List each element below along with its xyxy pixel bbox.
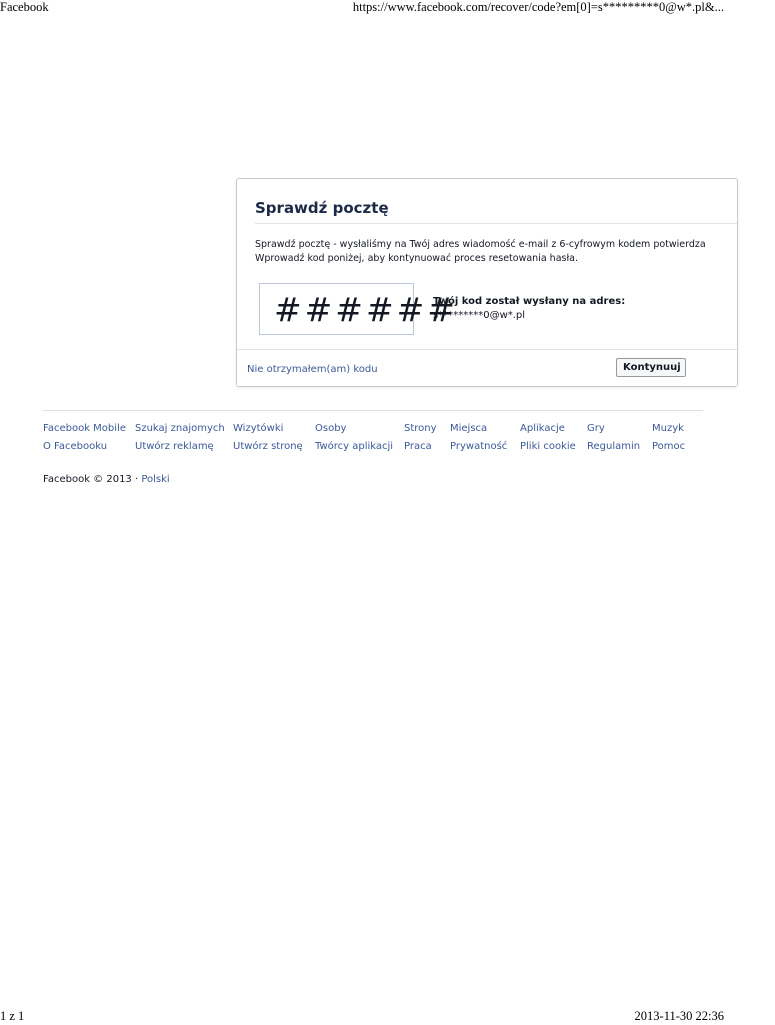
footer-link-people[interactable]: Osoby xyxy=(315,423,347,434)
footer-divider xyxy=(43,410,703,411)
footer-link-privacy[interactable]: Prywatność xyxy=(450,441,508,452)
card-footer-divider xyxy=(237,349,737,350)
footer-link-apps[interactable]: Aplikacje xyxy=(520,423,565,434)
footer-link-cookies[interactable]: Pliki cookie xyxy=(520,441,576,452)
footer-link-games[interactable]: Gry xyxy=(587,423,605,434)
print-page-url: https://www.facebook.com/recover/code?em[0]=s*********0@w*.pl&... xyxy=(352,0,724,14)
card-description xyxy=(255,238,775,266)
footer-link-badges[interactable]: Wizytówki xyxy=(233,423,284,434)
footer-link-developers[interactable]: Twórcy aplikacji xyxy=(315,441,394,452)
footer-link-pages[interactable]: Strony xyxy=(404,423,437,434)
description-line-2: Wprowadź kod poniżej, aby kontynuować proces resetowania hasła. xyxy=(255,253,578,264)
language-link[interactable]: Polski xyxy=(141,474,170,485)
code-sent-email: s*********0@w*.pl xyxy=(433,310,526,321)
code-sent-label: Twój kod został wysłany na adres: xyxy=(433,296,626,307)
code-input[interactable] xyxy=(259,283,458,335)
footer-link-terms[interactable]: Regulamin xyxy=(587,441,641,452)
footer-link-music[interactable]: Muzyk xyxy=(652,423,684,434)
card-footer xyxy=(237,349,737,386)
recover-code-card xyxy=(236,178,738,387)
card-title: Sprawdź pocztę xyxy=(255,199,389,217)
footer-link-create-ad[interactable]: Utwórz reklamę xyxy=(135,441,214,452)
no-code-link[interactable]: Nie otrzymałem(am) kodu xyxy=(247,364,378,375)
footer-link-find-friends[interactable]: Szukaj znajomych xyxy=(135,423,225,434)
copyright xyxy=(43,474,170,485)
footer-link-facebook-mobile[interactable]: Facebook Mobile xyxy=(43,423,126,434)
footer-link-about[interactable]: O Facebooku xyxy=(43,441,108,452)
footer-link-help[interactable]: Pomoc xyxy=(652,441,686,452)
copyright-text: Facebook © 2013 · xyxy=(43,474,139,485)
footer-link-careers[interactable]: Praca xyxy=(404,441,432,452)
continue-button[interactable]: Kontynuuj xyxy=(616,358,686,377)
footer-link-places[interactable]: Miejsca xyxy=(450,423,488,434)
description-line-1: Sprawdź pocztę - wysłaliśmy na Twój adres wiadomość e-mail z 6-cyfrowym kodem potwierdza xyxy=(255,239,706,250)
print-page-title: Facebook xyxy=(0,0,49,14)
code-input-value: ###### xyxy=(274,290,458,329)
card-divider xyxy=(255,223,737,224)
print-page-number: 1 z 1 xyxy=(0,1009,25,1023)
print-footer xyxy=(0,1009,724,1025)
print-datetime: 2013-11-30 22:36 xyxy=(634,1009,724,1023)
footer-link-create-page[interactable]: Utwórz stronę xyxy=(233,441,303,452)
